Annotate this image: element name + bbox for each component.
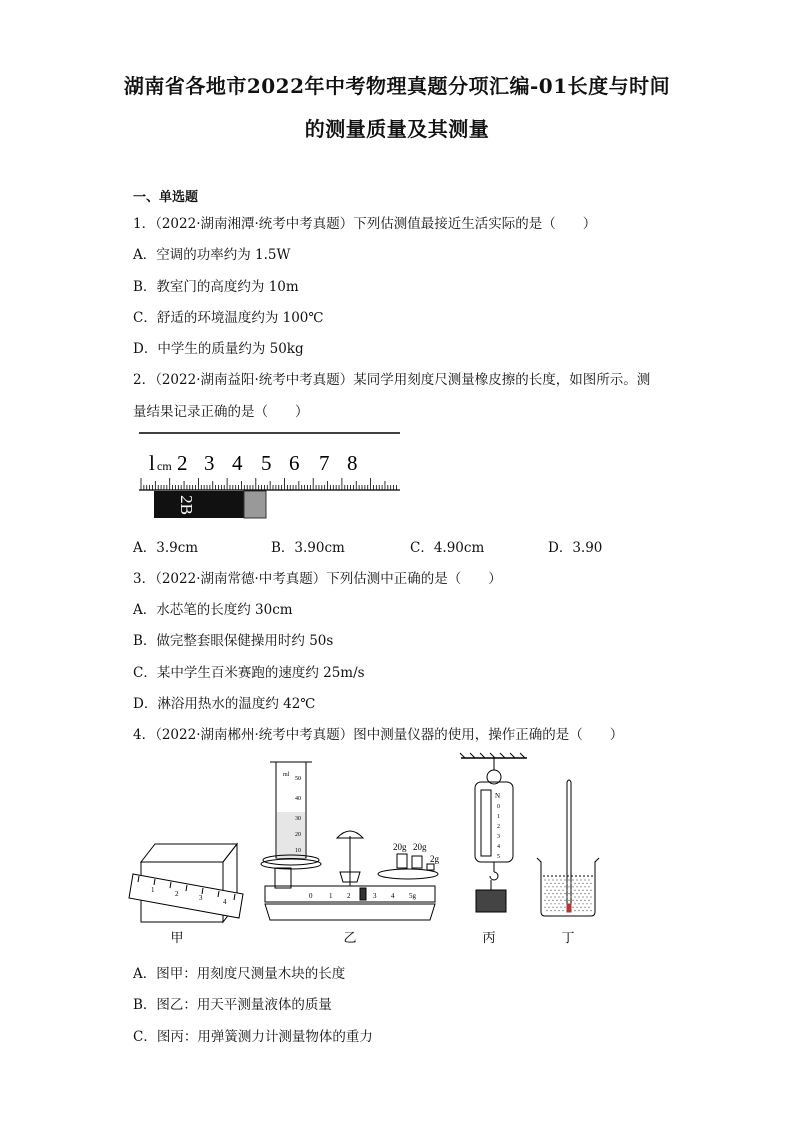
liquid-dot (544, 886, 545, 887)
liquid-dot (556, 886, 557, 887)
liquid-dot (562, 910, 563, 911)
liquid-dot (580, 900, 581, 901)
liquid-dot (568, 893, 569, 894)
liquid-dot (590, 896, 591, 897)
spring-mark: 1 (497, 814, 500, 820)
liquid-dot (544, 907, 545, 908)
q3-option-b: B．做完整套眼保健操用时约 50s (133, 633, 334, 649)
liquid-dot (578, 910, 579, 911)
spring-mark: 2 (497, 824, 500, 830)
liquid-dot (588, 907, 589, 908)
weight-label: 20g (393, 842, 407, 852)
liquid-dot (546, 903, 547, 904)
figure-label-bing: 丙 (482, 930, 496, 945)
cylinder-mark: 20 (295, 832, 301, 838)
liquid-dot (574, 890, 575, 891)
q1-option-c: C．舒适的环境温度约为 100℃ (133, 310, 324, 326)
block-with-ruler (129, 844, 243, 922)
liquid-dot (566, 890, 567, 891)
ruler-number: 2 (177, 451, 188, 475)
weight-label: 20g (413, 842, 427, 852)
beam-mark: 2 (347, 892, 351, 900)
liquid-dot (556, 900, 557, 901)
liquid-dot (564, 893, 565, 894)
liquid-dot (550, 896, 551, 897)
liquid-dot (580, 907, 581, 908)
liquid-dot (566, 910, 567, 911)
liquid-dot (570, 883, 571, 884)
liquid-dot (590, 890, 591, 891)
q4-option-b: B．图乙：用天平测量液体的质量 (133, 997, 332, 1013)
q1-stem: 1．（2022·湖南湘潭·统考中考真题）下列估测值最接近生活实际的是（ ） (133, 216, 597, 232)
liquid-dot (560, 907, 561, 908)
liquid-dot (562, 903, 563, 904)
thermometer-in-beaker (537, 780, 599, 916)
liquid-dot (558, 883, 559, 884)
spring-mark: 0 (497, 804, 500, 810)
ruler-eraser-figure (133, 425, 408, 525)
liquid-dot (590, 910, 591, 911)
liquid-dot (564, 907, 565, 908)
q2-option-b: B．3.90cm (271, 540, 345, 556)
liquid-dot (574, 910, 575, 911)
liquid-dot (560, 893, 561, 894)
liquid-dot (566, 903, 567, 904)
ruler-number: 8 (347, 451, 358, 475)
spring-scale (460, 753, 527, 912)
spring-mark: 3 (497, 834, 500, 840)
liquid-dot (572, 893, 573, 894)
q4-option-c: C．图丙：用弹簧测力计测量物体的重力 (133, 1029, 373, 1045)
liquid-dot (544, 879, 545, 880)
liquid-dot (578, 903, 579, 904)
liquid-dot (574, 896, 575, 897)
ruler-mark: 1 (151, 886, 155, 894)
q4-option-a: A．图甲：用刻度尺测量木块的长度 (133, 966, 346, 982)
ruler-number: 4 (232, 451, 243, 475)
eraser-label: 2B (177, 495, 197, 515)
liquid-dot (582, 890, 583, 891)
liquid-dot (556, 907, 557, 908)
liquid-dot (584, 879, 585, 880)
liquid-dot (584, 900, 585, 901)
liquid-dot (572, 907, 573, 908)
liquid-dot (554, 910, 555, 911)
liquid-dot (560, 900, 561, 901)
liquid-dot (586, 910, 587, 911)
page-title-line1: 湖南省各地市2022年中考物理真题分项汇编-01长度与时间 (123, 74, 671, 98)
figure-label-yi: 乙 (343, 930, 357, 945)
liquid-dot (552, 879, 553, 880)
liquid-dot (590, 903, 591, 904)
liquid-dot (550, 903, 551, 904)
liquid-dot (554, 883, 555, 884)
liquid-dot (576, 893, 577, 894)
q3-stem: 3．（2022·湖南常德·中考真题）下列估测中正确的是（ ） (133, 571, 502, 587)
ruler-label-1: l (149, 451, 155, 475)
measuring-instruments-figure (125, 752, 625, 952)
q1-option-d: D．中学生的质量约为 50kg (133, 341, 304, 357)
liquid-dot (548, 900, 549, 901)
liquid-dot (578, 896, 579, 897)
liquid-dot (584, 907, 585, 908)
liquid-dot (576, 900, 577, 901)
liquid-dot (546, 883, 547, 884)
spring-mark: 4 (497, 844, 500, 850)
ruler-unit-label: cm (157, 459, 172, 473)
cylinder-mark: 40 (295, 796, 301, 802)
liquid-dot (568, 879, 569, 880)
q2-option-c: C．4.90cm (410, 540, 485, 556)
liquid-dot (582, 903, 583, 904)
liquid-dot (568, 907, 569, 908)
liquid-dot (578, 890, 579, 891)
q2-stem-line1: 2．（2022·湖南益阳·统考中考真题）某同学用刻度尺测量橡皮擦的长度，如图所示。测 (133, 372, 651, 388)
liquid-dot (550, 883, 551, 884)
liquid-dot (558, 896, 559, 897)
spring-unit: N (495, 792, 501, 800)
liquid-dot (576, 879, 577, 880)
liquid-dot (556, 893, 557, 894)
liquid-dot (576, 907, 577, 908)
liquid-dot (546, 896, 547, 897)
liquid-dot (572, 879, 573, 880)
liquid-dot (552, 893, 553, 894)
ruler-number: 7 (319, 451, 330, 475)
liquid-dot (574, 903, 575, 904)
liquid-dot (554, 890, 555, 891)
liquid-dot (570, 890, 571, 891)
liquid-dot (548, 907, 549, 908)
liquid-dot (558, 903, 559, 904)
liquid-dot (562, 890, 563, 891)
q1-option-a: A．空调的功率约为 1.5W (133, 247, 291, 263)
liquid-dot (572, 900, 573, 901)
liquid-dot (564, 886, 565, 887)
section-heading: 一、单选题 (133, 190, 199, 205)
liquid-dot (588, 886, 589, 887)
liquid-dot (550, 890, 551, 891)
liquid-dot (566, 896, 567, 897)
cylinder-mark: 50 (295, 776, 301, 782)
liquid-dot (586, 896, 587, 897)
liquid-dot (568, 886, 569, 887)
liquid-dot (570, 896, 571, 897)
liquid-dot (574, 883, 575, 884)
liquid-dot (546, 910, 547, 911)
ruler-mark: 4 (223, 898, 227, 906)
liquid-dot (564, 879, 565, 880)
liquid-dot (588, 879, 589, 880)
liquid-dot (552, 907, 553, 908)
liquid-dot (560, 886, 561, 887)
beam-mark: 0 (309, 892, 313, 900)
liquid-dot (544, 893, 545, 894)
q1-option-b: B．教室门的高度约为 10m (133, 279, 299, 295)
liquid-dot (558, 910, 559, 911)
liquid-dot (582, 910, 583, 911)
liquid-dot (588, 893, 589, 894)
liquid-dot (560, 879, 561, 880)
liquid-dot (580, 886, 581, 887)
liquid-dot (580, 879, 581, 880)
liquid-dot (546, 890, 547, 891)
beam-mark: 5g (409, 892, 416, 900)
spring-mark: 5 (497, 854, 500, 860)
weight-label: 2g (430, 854, 439, 864)
liquid-dot (556, 879, 557, 880)
ruler-number: 5 (261, 451, 272, 475)
liquid-dot (554, 896, 555, 897)
liquid-dot (570, 910, 571, 911)
liquid-dot (586, 890, 587, 891)
page-title-line2: 的测量质量及其测量 (304, 117, 490, 141)
cylinder-unit: ml (283, 772, 290, 778)
beam-mark: 4 (391, 892, 395, 900)
liquid-dot (584, 886, 585, 887)
liquid-dot (548, 893, 549, 894)
liquid-dot (552, 900, 553, 901)
liquid-dot (576, 886, 577, 887)
liquid-dot (588, 900, 589, 901)
beam-mark: 1 (329, 892, 333, 900)
q4-stem: 4．（2022·湖南郴州·统考中考真题）图中测量仪器的使用，操作正确的是（ ） (133, 727, 624, 743)
liquid-dot (582, 883, 583, 884)
ruler-mark: 3 (199, 894, 203, 902)
liquid-dot (582, 896, 583, 897)
ruler-number: 6 (289, 451, 300, 475)
q2-option-d: D．3.90 (548, 540, 603, 556)
cylinder-mark: 10 (295, 848, 301, 854)
liquid-dot (572, 886, 573, 887)
liquid-dot (552, 886, 553, 887)
liquid-dot (544, 900, 545, 901)
q2-option-a: A．3.9cm (133, 540, 199, 556)
ruler-mark: 2 (175, 890, 179, 898)
liquid-dot (580, 893, 581, 894)
liquid-dot (554, 903, 555, 904)
liquid-dot (570, 903, 571, 904)
figure-label-jia: 甲 (170, 930, 184, 945)
liquid-dot (562, 896, 563, 897)
liquid-dot (568, 900, 569, 901)
liquid-dot (566, 883, 567, 884)
liquid-dot (584, 893, 585, 894)
beam-mark: 3 (373, 892, 377, 900)
liquid-dot (586, 883, 587, 884)
liquid-dot (564, 900, 565, 901)
figure-label-ding: 丁 (561, 930, 575, 945)
liquid-dot (586, 903, 587, 904)
q3-option-d: D．淋浴用热水的温度约 42℃ (133, 696, 316, 712)
liquid-dot (558, 890, 559, 891)
cylinder-mark: 30 (295, 816, 301, 822)
ruler-number: 3 (204, 451, 215, 475)
liquid-dot (548, 886, 549, 887)
liquid-dot (562, 883, 563, 884)
liquid-dot (590, 883, 591, 884)
q3-option-a: A．水芯笔的长度约 30cm (133, 602, 293, 618)
eraser-body (154, 491, 244, 518)
liquid-dot (548, 879, 549, 880)
liquid-dot (578, 883, 579, 884)
q2-stem-line2: 量结果记录正确的是（ ） (133, 404, 309, 420)
q3-option-c: C．某中学生百米赛跑的速度约 25m/s (133, 665, 365, 681)
liquid-dot (550, 910, 551, 911)
eraser-sleeve (244, 491, 266, 518)
